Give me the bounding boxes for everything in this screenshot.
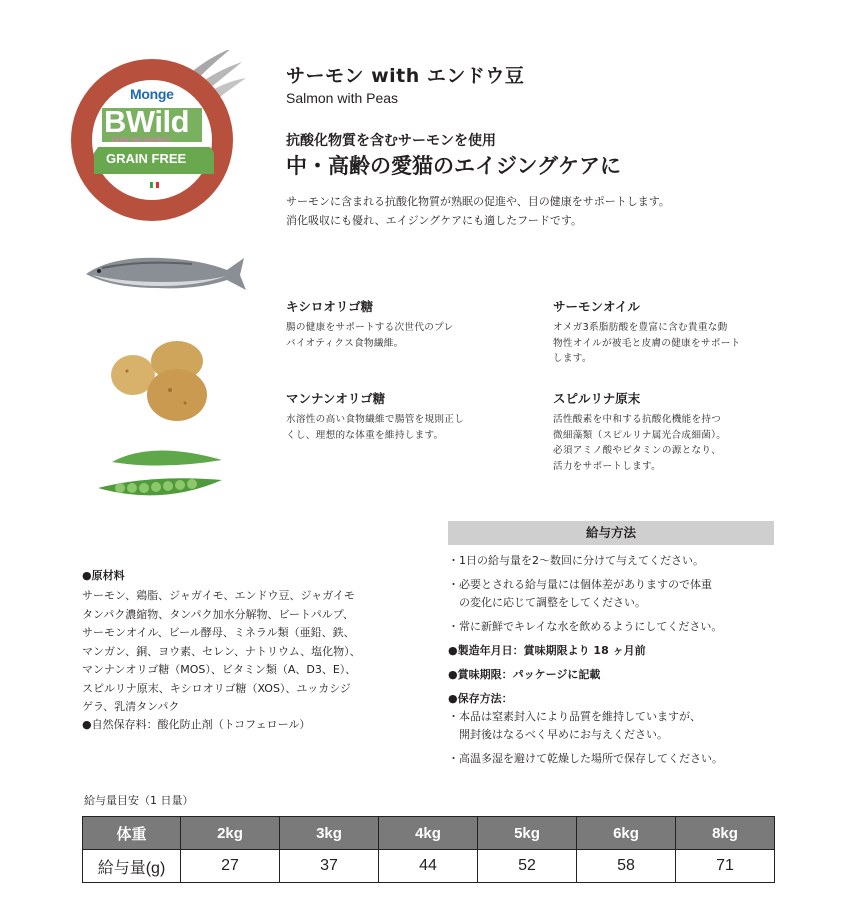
weight-cell: 8kg xyxy=(676,817,775,850)
table-caption: 給与量目安（1 日量） xyxy=(84,794,194,807)
feature-body xyxy=(286,412,546,443)
feeding-line: ・常に新鮮でキレイな水を飲めるようにしてください。 xyxy=(448,620,723,633)
ingredients-line: スピルリナ原末、キシロオリゴ糖（XOS）、ユッカシジ xyxy=(82,681,351,695)
ingredients-head: ●原材料 xyxy=(82,569,125,582)
ingredients-line: マンナンオリゴ糖（MOS）、ビタミン類（A、D3、E）、 xyxy=(82,663,357,676)
feeding-line: ・1日の給与量を2～数回に分けて与えてください。 xyxy=(448,554,704,567)
amount-cell: 44 xyxy=(379,850,478,883)
amount-label: 給与量(g) xyxy=(83,850,181,883)
weight-label: 体重 xyxy=(83,817,181,850)
product-title-en: Salmon with Peas xyxy=(286,90,399,106)
feature-body-line: 水溶性の高い食物繊維で腸管を規則正し xyxy=(286,414,465,425)
preservative: ●自然保存料：酸化防止剤（トコフェロール） xyxy=(82,718,311,731)
brand-name: Monge xyxy=(130,86,174,102)
manufacture-date: ●製造年月日：賞味期限より 18 ヶ月前 xyxy=(448,644,646,657)
description-line: 消化吸収にも優れ、エイジングケアにも適したフードです。 xyxy=(286,214,582,227)
description-line: サーモンに含まれる抗酸化物質が熟眠の促進や、目の健康をサポートします。 xyxy=(286,195,670,208)
salmon-image xyxy=(82,248,247,300)
storage-line: 開封後はなるべく早めにお与えください。 xyxy=(448,728,668,741)
feeding-header: 給与方法 xyxy=(448,521,774,545)
feature-title: スピルリナ原末 xyxy=(553,391,641,406)
storage-head: ●保存方法： xyxy=(448,692,513,705)
feature-body-line: 腸の健康をサポートする次世代のプレ xyxy=(286,322,454,333)
tagline: FEED THE INSTINCT xyxy=(112,138,172,144)
ingredients-body xyxy=(82,587,412,717)
feature-body-line: します。 xyxy=(553,353,592,364)
grain-free-badge: GRAIN FREE xyxy=(106,151,187,166)
feature-xylo xyxy=(286,297,546,351)
weight-cell: 5kg xyxy=(478,817,577,850)
feature-title: サーモンオイル xyxy=(553,299,640,314)
expiry-date: ●賞味期限：パッケージに記載 xyxy=(448,668,601,681)
ingredients-line: サーモンオイル、ビール酵母、ミネラル類（亜鉛、鉄、 xyxy=(82,626,355,639)
ingredients-line: タンパク濃縮物、タンパク加水分解物、ビートパルプ、 xyxy=(82,607,354,621)
feature-spirulina xyxy=(553,389,793,474)
storage-item xyxy=(448,708,788,744)
feeding-line: の変化に応じて調整をしてください。 xyxy=(448,596,646,609)
feature-mannan xyxy=(286,389,546,443)
weight-cell: 3kg xyxy=(280,817,379,850)
feeding-line: ・必要とされる給与量には個体差がありますので体重 xyxy=(448,578,712,591)
feature-body xyxy=(553,320,793,367)
feature-body-line: 必須アミノ酸やビタミンの源となり、 xyxy=(553,445,722,456)
feeding-item xyxy=(448,618,788,636)
feature-body-line: くし、理想的な体重を維持します。 xyxy=(286,429,444,441)
feeding-table xyxy=(82,816,775,883)
weight-cell: 2kg xyxy=(181,817,280,850)
peas-image xyxy=(92,440,232,514)
feature-body-line: 物性オイルが被毛と皮膚の健康をサポート xyxy=(553,337,741,349)
amount-cell: 71 xyxy=(676,850,775,883)
product-title-jp: サーモン with エンドウ豆 xyxy=(286,65,525,87)
ingredients-line: サーモン、鶏脂、ジャガイモ、エンドウ豆、ジャガイモ xyxy=(82,589,355,602)
feature-salmon-oil xyxy=(553,297,793,367)
table-row xyxy=(83,850,775,883)
feeding-item xyxy=(448,552,788,570)
amount-cell: 52 xyxy=(478,850,577,883)
feeding-list xyxy=(448,552,788,774)
storage-line: ・高温多湿を避けて乾燥した場所で保存してください。 xyxy=(448,752,723,765)
amount-cell: 58 xyxy=(577,850,676,883)
feeding-item xyxy=(448,576,788,612)
product-line: BWild xyxy=(104,104,190,139)
potato-image xyxy=(105,335,215,429)
feature-title: キシロオリゴ糖 xyxy=(286,299,374,314)
feature-body xyxy=(286,320,546,351)
feature-title: マンナンオリゴ糖 xyxy=(286,391,386,406)
weight-cell: 6kg xyxy=(577,817,676,850)
storage-line: ・本品は窒素封入により品質を維持していますが、 xyxy=(448,710,701,723)
feature-body-line: 微細藻類（スピルリナ属光合成細菌）。 xyxy=(553,429,727,441)
table-row xyxy=(83,817,775,850)
amount-cell: 27 xyxy=(181,850,280,883)
ingredients-line: マンガン、銅、ヨウ素、セレン、ナトリウム、塩化物）、 xyxy=(82,644,361,658)
ingredients-line: ゲラ、乳清タンパク xyxy=(82,700,180,713)
amount-cell: 37 xyxy=(280,850,379,883)
feature-body-line: オメガ3系脂肪酸を豊富に含む貴重な動 xyxy=(553,322,728,333)
storage-item xyxy=(448,750,788,768)
feature-body xyxy=(553,412,793,474)
weight-cell: 4kg xyxy=(379,817,478,850)
product-subtitle: 抗酸化物質を含むサーモンを使用 xyxy=(286,133,496,149)
product-description xyxy=(286,192,786,230)
feature-body-line: 活力をサポートします。 xyxy=(553,460,662,472)
feature-body-line: 活性酸素を中和する抗酸化機能を持つ xyxy=(553,414,722,425)
product-headline: 中・高齢の愛猫のエイジングケアに xyxy=(286,154,622,178)
feature-body-line: バイオティクス食物繊維。 xyxy=(286,337,404,349)
